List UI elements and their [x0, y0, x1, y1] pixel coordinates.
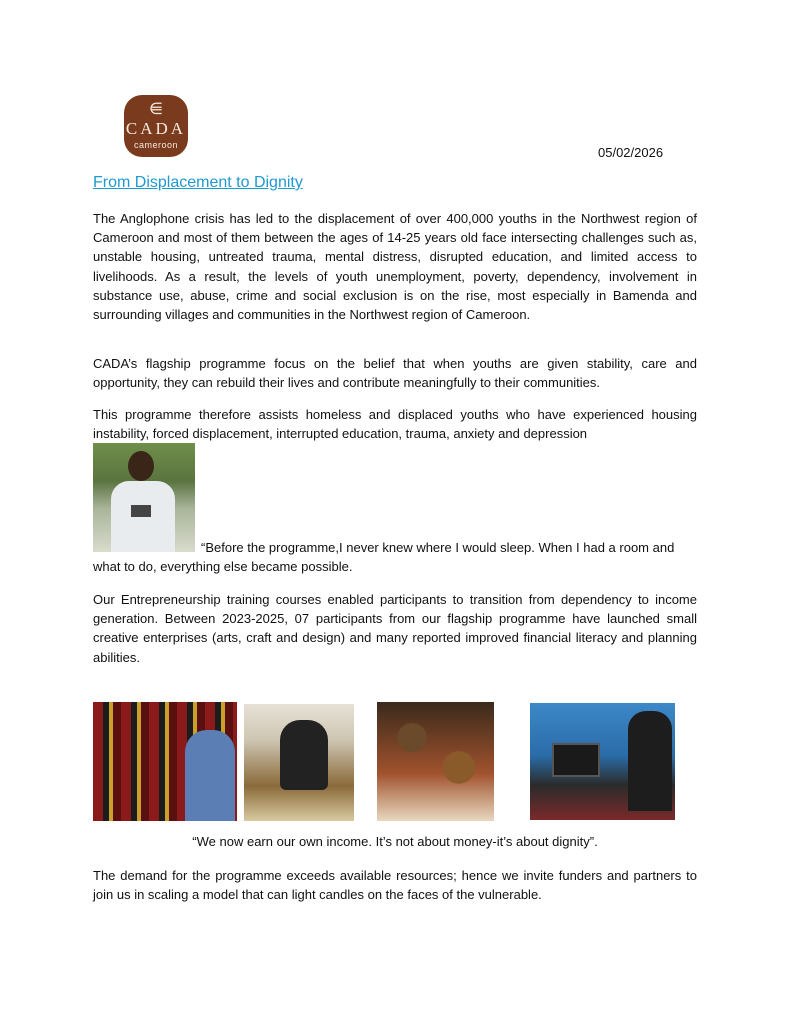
flagship-paragraph: CADA’s flagship programme focus on the belief that when youths are given stability, care and opportunity, they can rebuild their lives and contribute meaningfully to their communities.: [93, 356, 697, 391]
fork-icon: ⋹: [149, 101, 163, 118]
gallery-photo-computer: [530, 703, 675, 820]
logo: [124, 95, 188, 157]
closing-paragraph: The demand for the programme exceeds available resources; hence we invite funders and partners to join us in scaling a model that can light candles on the faces of the vulnerable.: [93, 868, 697, 903]
youth-photo: [93, 443, 195, 552]
page-title[interactable]: From Displacement to Dignity: [93, 174, 303, 191]
gallery-photo-beads: [377, 702, 494, 821]
assists-paragraph: This programme therefore assists homeless and displaced youths who have experienced housing instability, forced displacement, interrupted education, trauma, anxiety and depression: [93, 407, 697, 442]
testimonial-quote: [93, 538, 697, 576]
document-date: 05/02/2026: [598, 145, 664, 160]
entrepreneurship-paragraph: Our Entrepreneurship training courses enabled participants to transition from dependency to income generation. Between 2023-2025, 07 participants from our flagship programme have launched small creative enterprises (arts, craft and design) and many reported improved financial literacy and planning abilities.: [93, 592, 697, 665]
intro-paragraph: The Anglophone crisis has led to the displacement of over 400,000 youths in the Northwest region of Cameroon and most of them between the ages of 14-25 years old face intersecting challenges such as, unstable housing, untreated trauma, mental distress, disrupted education, and limited access to livelihoods. As a result, the levels of youth unemployment, poverty, dependency, involvement in substance use, abuse, crime and social exclusion is on the rise, most especially in Bamenda and surrounding villages and communities in the Northwest region of Cameroon.: [93, 211, 697, 323]
gallery-photo-textiles: [93, 702, 237, 821]
logo-subtitle: cameroon: [133, 140, 179, 150]
logo-name: CADA: [125, 119, 187, 138]
testimonial-text: “Before the programme,I never knew where I would sleep. When I had a room and what to do, everything else became possible.: [93, 540, 675, 575]
income-quote: “We now earn our own income. It’s not about money-it’s about dignity”.: [192, 834, 598, 849]
gallery-photo-craft: [244, 704, 354, 821]
